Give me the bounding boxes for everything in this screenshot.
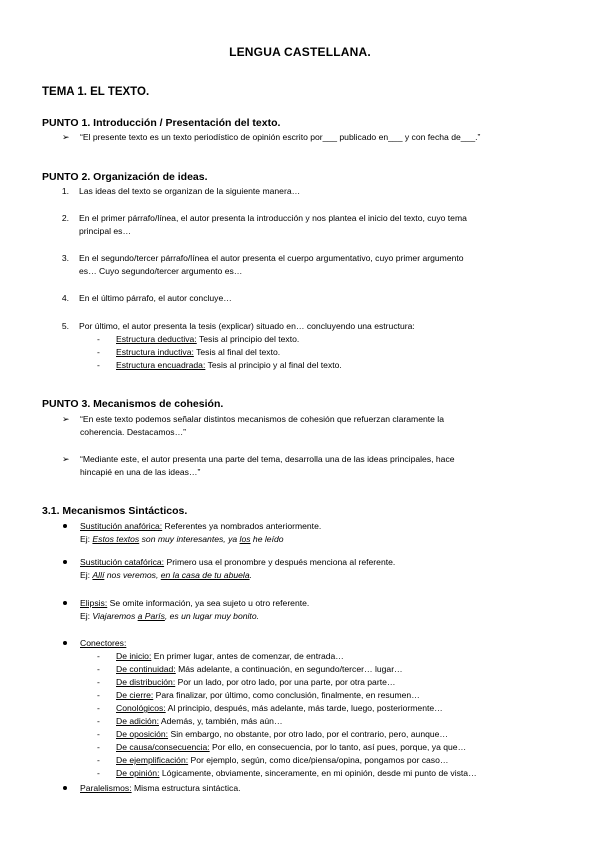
- bullet-dot: [63, 641, 67, 645]
- conector-term: De inicio:: [116, 651, 152, 661]
- punto2-heading: PUNTO 2. Organización de ideas.: [42, 171, 208, 183]
- example-text: son muy interesantes, ya: [139, 534, 240, 544]
- cataforica-definition: [80, 556, 395, 569]
- punto3-heading: PUNTO 3. Mecanismos de cohesión.: [42, 398, 224, 410]
- dash-bullet: -: [97, 690, 100, 700]
- anaforica-desc: Referentes ya nombrados anteriormente.: [162, 521, 322, 531]
- sintacticos-heading: 3.1. Mecanismos Sintácticos.: [42, 505, 188, 517]
- example-text: .: [249, 570, 252, 580]
- conector-desc: Por ello, en consecuencia, por lo tanto, así pues, porque, ya que…: [209, 742, 467, 752]
- punto3-bullet-text: hincapié en una de las ideas…”: [80, 467, 201, 477]
- paralelismos-term: Paralelismos:: [80, 783, 132, 793]
- dash-bullet: -: [97, 677, 100, 687]
- conector-desc: Más adelante, a continuación, en segundo/tercer… lugar…: [175, 664, 403, 674]
- bullet-dot: [63, 524, 67, 528]
- structure-term: Estructura deductiva:: [116, 334, 197, 344]
- conector-term: De distribución:: [116, 677, 176, 687]
- conector-term: De adición:: [116, 716, 159, 726]
- arrow-bullet-icon: ➢: [62, 454, 70, 464]
- example-text: , es un lugar muy bonito.: [164, 611, 259, 621]
- conector-item: [116, 689, 420, 702]
- conector-desc: Además, y, también, más aún…: [159, 716, 283, 726]
- dash-bullet: -: [97, 755, 100, 765]
- example-pronoun: Allí: [92, 570, 105, 580]
- conector-term: Conológicos:: [116, 703, 166, 713]
- bullet-dot: [63, 560, 67, 564]
- elipsis-example: [80, 610, 259, 623]
- list-number: 1.: [61, 186, 69, 196]
- punto3-bullet-text: “En este texto podemos señalar distintos mecanismos de cohesión que refuerzan claramente la: [80, 414, 445, 424]
- elipsis-definition: [80, 597, 309, 610]
- dash-bullet: -: [97, 360, 100, 370]
- structure-term: Estructura encuadrada:: [116, 360, 206, 370]
- conector-desc: Para finalizar, por último, como conclusión, finalmente, en resumen…: [153, 690, 420, 700]
- example-prefix: Ej:: [80, 534, 93, 544]
- elipsis-desc: Se omite información, ya sea sujeto u otro referente.: [107, 598, 310, 608]
- dash-bullet: -: [97, 664, 100, 674]
- conector-item: [116, 650, 344, 663]
- conector-term: De oposición:: [116, 729, 169, 739]
- paralelismos-desc: Misma estructura sintáctica.: [131, 783, 241, 793]
- conector-desc: En primer lugar, antes de comenzar, de entrada…: [151, 651, 344, 661]
- structure-item: [116, 359, 342, 372]
- punto3-bullet-text: “Mediante este, el autor presenta una parte del tema, desarrolla una de las ideas principales, hace: [80, 454, 455, 464]
- anaforica-example: [80, 533, 284, 546]
- bullet-dot: [63, 786, 67, 790]
- list-number: 5.: [61, 321, 69, 331]
- cataforica-term: Sustitución catafórica:: [80, 557, 165, 567]
- structure-term: Estructura inductiva:: [116, 347, 194, 357]
- dash-bullet: -: [97, 347, 100, 357]
- tema-heading: TEMA 1. EL TEXTO.: [42, 86, 150, 98]
- conector-term: De causa/consecuencia:: [116, 742, 210, 752]
- list-item-text: principal es…: [79, 226, 132, 236]
- structure-item: [116, 346, 280, 359]
- structure-item: [116, 333, 299, 346]
- arrow-bullet-icon: ➢: [62, 414, 70, 424]
- conector-term: De continuidad:: [116, 664, 176, 674]
- conector-item: [116, 741, 466, 754]
- arrow-bullet-icon: ➢: [62, 132, 70, 142]
- conector-item: [116, 728, 448, 741]
- example-referent: Estos textos: [92, 534, 140, 544]
- conector-term: De ejemplificación:: [116, 755, 189, 765]
- punto3-bullet-text: coherencia. Destacamos…”: [80, 427, 187, 437]
- structure-desc: Tesis al final del texto.: [193, 347, 281, 357]
- dash-bullet: -: [97, 334, 100, 344]
- document-title: LENGUA CASTELLANA.: [229, 45, 371, 59]
- list-item-text: En el segundo/tercer párrafo/línea el autor presenta el cuerpo argumentativo, cuyo primer argumento: [79, 253, 464, 263]
- list-item-text: Por último, el autor presenta la tesis (explicar) situado en… concluyendo una estructura:: [79, 321, 415, 331]
- list-item-text: En el último párrafo, el autor concluye…: [79, 293, 232, 303]
- conector-item: [116, 676, 395, 689]
- conector-desc: Lógicamente, obviamente, sinceramente, en mi opinión, desde mi punto de vista…: [159, 768, 477, 778]
- conector-item: [116, 767, 477, 780]
- example-pronoun: los: [239, 534, 251, 544]
- structure-desc: Tesis al principio del texto.: [196, 334, 300, 344]
- conector-item: [116, 754, 448, 767]
- example-text: Viajaremos: [92, 611, 138, 621]
- conector-term: De opinión:: [116, 768, 160, 778]
- conector-term: De cierre:: [116, 690, 154, 700]
- conector-desc: Por un lado, por otro lado, por una parte, por otra parte…: [175, 677, 396, 687]
- dash-bullet: -: [97, 716, 100, 726]
- punto1-heading: PUNTO 1. Introducción / Presentación del texto.: [42, 117, 281, 129]
- list-number: 2.: [61, 213, 69, 223]
- list-item-text: es… Cuyo segundo/tercer argumento es…: [79, 266, 243, 276]
- anaforica-definition: [80, 520, 321, 533]
- list-number: 3.: [61, 253, 69, 263]
- paralelismos-definition: [80, 782, 240, 795]
- list-number: 4.: [61, 293, 69, 303]
- cataforica-example: [80, 569, 252, 582]
- conector-desc: Sin embargo, no obstante, por otro lado, por el contrario, pero, aunque…: [168, 729, 449, 739]
- dash-bullet: -: [97, 742, 100, 752]
- dash-bullet: -: [97, 703, 100, 713]
- conector-desc: Al principio, después, más adelante, más tarde, luego, posteriormente…: [165, 703, 443, 713]
- elipsis-term: Elipsis:: [80, 598, 108, 608]
- example-referent: en la casa de tu abuela: [160, 570, 250, 580]
- cataforica-desc: Primero usa el pronombre y después menciona al referente.: [164, 557, 396, 567]
- bullet-dot: [63, 601, 67, 605]
- structure-desc: Tesis al principio y al final del texto.: [205, 360, 342, 370]
- list-item-text: Las ideas del texto se organizan de la siguiente manera…: [79, 186, 301, 196]
- dash-bullet: -: [97, 729, 100, 739]
- conector-item: [116, 715, 283, 728]
- dash-bullet: -: [97, 768, 100, 778]
- dash-bullet: -: [97, 651, 100, 661]
- conectores-term: Conectores:: [80, 638, 127, 648]
- conector-item: [116, 702, 443, 715]
- example-text: he leído: [250, 534, 284, 544]
- conector-desc: Por ejemplo, según, como dice/piensa/opina, pongamos por caso…: [188, 755, 449, 765]
- example-prefix: Ej:: [80, 611, 93, 621]
- list-item-text: En el primer párrafo/línea, el autor presenta la introducción y nos plantea el inicio del texto, cuyo tema: [79, 213, 467, 223]
- example-text: nos veremos,: [104, 570, 161, 580]
- anaforica-term: Sustitución anafórica:: [80, 521, 163, 531]
- punto1-bullet-text: “El presente texto es un texto periodístico de opinión escrito por___ publicado en___ y con fecha de___.”: [80, 132, 481, 142]
- conector-item: [116, 663, 403, 676]
- example-prefix: Ej:: [80, 570, 93, 580]
- example-referent: a París: [137, 611, 165, 621]
